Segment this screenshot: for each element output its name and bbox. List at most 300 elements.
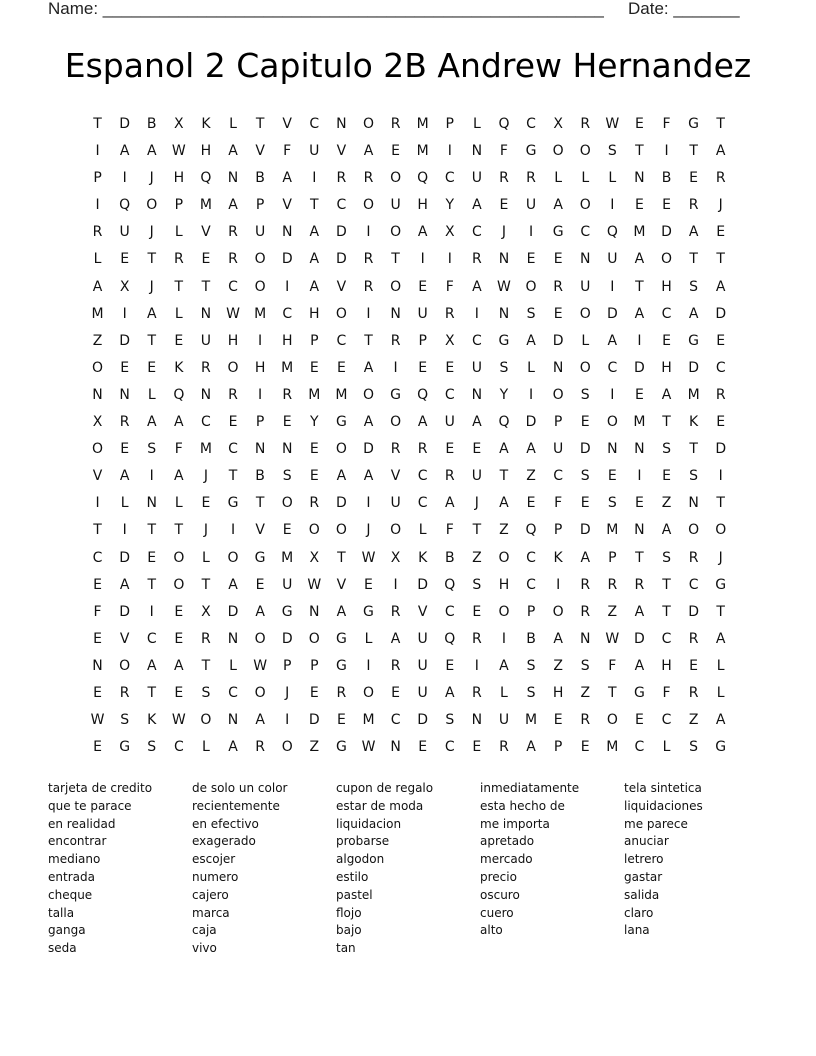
grid-letter: Z (92, 332, 103, 349)
grid-letter: E (553, 305, 563, 322)
grid-letter: R (471, 684, 482, 701)
grid-letter: K (689, 414, 699, 431)
grid-letter: T (147, 684, 157, 701)
word-bank-item: bajo (336, 923, 362, 938)
grid-letter: X (174, 116, 184, 132)
grid-letter: D (715, 305, 727, 322)
grid-letter: E (689, 657, 699, 674)
grid-letter: I (610, 386, 615, 403)
grid-letter: R (363, 170, 374, 187)
grid-letter: M (254, 305, 267, 322)
grid-letter: E (580, 739, 590, 756)
grid-letter: I (285, 712, 290, 729)
grid-letter: O (92, 441, 104, 458)
grid-letter: L (93, 251, 102, 268)
word-bank-item: salida (624, 887, 660, 902)
word-bank-item: estar de moda (336, 798, 424, 813)
grid-letter: C (607, 359, 618, 376)
grid-letter: L (581, 170, 590, 187)
grid-letter: G (688, 116, 700, 132)
grid-letter: C (444, 386, 455, 403)
grid-letter: I (95, 143, 100, 160)
grid-letter: B (526, 630, 536, 647)
grid-letter: V (255, 143, 265, 160)
grid-letter: I (122, 522, 127, 539)
word-bank-item: seda (48, 941, 77, 956)
grid-letter: T (201, 657, 211, 674)
grid-letter: E (716, 414, 726, 431)
grid-letter: M (525, 712, 538, 729)
grid-letter: R (715, 386, 726, 403)
grid-letter: O (498, 549, 510, 566)
grid-letter: G (525, 143, 537, 160)
grid-letter: O (173, 549, 185, 566)
grid-letter: U (607, 251, 618, 268)
grid-letter: N (579, 630, 591, 647)
grid-letter: E (553, 251, 563, 268)
grid-letter: N (227, 630, 239, 647)
grid-letter: Q (200, 170, 212, 187)
grid-letter: N (281, 224, 293, 241)
grid-letter: F (283, 143, 292, 160)
grid-letter: S (147, 739, 157, 756)
grid-letter: Y (445, 197, 455, 214)
grid-row (84, 385, 734, 412)
grid-letter: U (309, 143, 320, 160)
grid-letter: I (420, 251, 425, 268)
grid-letter: M (633, 224, 646, 241)
grid-letter: N (200, 386, 212, 403)
grid-letter: S (689, 739, 699, 756)
grid-letter: P (553, 522, 563, 539)
grid-letter: O (525, 278, 537, 295)
grid-letter: X (92, 414, 103, 431)
grid-letter: X (309, 549, 320, 566)
grid-letter: E (662, 468, 671, 485)
grid-letter: E (472, 739, 482, 756)
grid-letter: E (472, 441, 482, 458)
word-bank-item: en efectivo (192, 816, 259, 831)
grid-letter: E (309, 468, 319, 485)
grid-letter: O (92, 359, 104, 376)
grid-letter: O (606, 414, 618, 431)
grid-letter: A (661, 386, 672, 403)
word-bank-item: anuciar (624, 834, 669, 849)
grid-letter: B (255, 468, 265, 485)
grid-letter: E (580, 495, 590, 512)
grid-letter: W (361, 549, 376, 566)
grid-letter: L (581, 332, 590, 349)
grid-letter: E (391, 684, 400, 701)
grid-letter: Z (499, 522, 509, 539)
grid-letter: A (119, 576, 130, 593)
word-bank-item: en realidad (48, 816, 116, 831)
grid-row (84, 304, 734, 331)
grid-letter: G (715, 739, 727, 756)
grid-letter: D (119, 332, 131, 349)
grid-letter: G (688, 332, 700, 349)
grid-letter: T (93, 116, 102, 132)
grid-letter: R (390, 332, 401, 349)
grid-letter: T (662, 414, 671, 431)
grid-letter: W (497, 278, 511, 295)
grid-letter: L (554, 170, 563, 187)
grid-letter: N (471, 143, 483, 160)
grid-letter: N (227, 170, 239, 187)
grid-letter: D (336, 495, 347, 512)
grid-letter: N (200, 305, 212, 322)
grid-letter: A (580, 549, 591, 566)
grid-letter: F (499, 143, 508, 160)
grid-letter: E (364, 576, 373, 593)
word-bank-item: lana (624, 923, 650, 938)
grid-letter: A (363, 414, 374, 431)
grid-letter: A (499, 657, 509, 674)
grid-letter: A (390, 630, 401, 647)
grid-letter: M (606, 522, 619, 539)
grid-letter: E (418, 739, 428, 756)
grid-letter: S (201, 684, 211, 701)
grid-letter: M (416, 116, 429, 132)
word-bank-item: talla (48, 905, 75, 920)
grid-letter: G (633, 684, 645, 701)
grid-letter: U (282, 576, 293, 593)
word-bank-item: gastar (624, 869, 663, 884)
word-bank-item: estilo (336, 869, 369, 884)
grid-letter: E (282, 414, 292, 431)
grid-letter: N (309, 603, 320, 620)
grid-letter: B (444, 549, 455, 566)
grid-letter: V (417, 603, 428, 620)
grid-letter: O (254, 630, 266, 647)
grid-letter: L (202, 739, 210, 756)
grid-letter: E (445, 441, 455, 458)
word-bank-item: oscuro (480, 887, 520, 902)
grid-letter: I (258, 386, 263, 403)
grid-letter: B (661, 170, 672, 187)
grid-letter: O (661, 251, 673, 268)
grid-letter: H (552, 684, 564, 701)
grid-letter: A (553, 630, 563, 647)
date-field-label: Date: _______ (628, 0, 740, 18)
grid-letter: J (203, 468, 208, 485)
word-bank-item: tarjeta de credito (48, 781, 153, 795)
grid-row (84, 466, 734, 493)
grid-letter: R (688, 684, 699, 701)
grid-letter: G (335, 739, 347, 756)
grid-letter: T (147, 522, 157, 539)
grid-letter: O (254, 278, 266, 295)
grid-letter: E (445, 359, 455, 376)
grid-letter: V (119, 630, 130, 647)
grid-letter: D (579, 441, 591, 458)
grid-letter: N (119, 386, 130, 403)
grid-row (84, 331, 734, 358)
grid-letter: R (255, 739, 265, 756)
grid-letter: R (580, 116, 591, 132)
word-bank-item: mediano (48, 852, 101, 867)
grid-letter: E (499, 197, 509, 214)
grid-letter: J (474, 495, 479, 512)
word-bank-item: de solo un color (192, 781, 288, 795)
grid-letter: R (553, 278, 563, 295)
grid-letter: L (202, 549, 210, 566)
grid-letter: Q (417, 170, 429, 187)
grid-letter: U (471, 468, 482, 485)
grid-letter: O (227, 549, 239, 566)
grid-letter: C (282, 305, 293, 322)
grid-row (84, 548, 734, 575)
grid-letter: A (715, 712, 726, 729)
grid-letter: L (120, 495, 129, 512)
grid-letter: V (255, 522, 265, 539)
grid-letter: R (688, 630, 699, 647)
grid-letter: Z (553, 657, 563, 674)
grid-letter: S (526, 305, 536, 322)
grid-row (84, 168, 734, 195)
grid-letter: P (93, 170, 102, 187)
grid-row (84, 493, 734, 520)
grid-letter: S (120, 712, 130, 729)
grid-letter: Q (417, 386, 429, 403)
grid-letter: U (417, 657, 428, 674)
word-bank-item: alto (480, 923, 503, 938)
grid-letter: E (228, 414, 238, 431)
grid-letter: O (200, 712, 212, 729)
grid-letter: E (336, 712, 346, 729)
word-bank-item: flojo (336, 905, 362, 920)
grid-letter: H (281, 332, 293, 349)
grid-letter: R (526, 170, 536, 187)
grid-letter: T (635, 549, 644, 566)
word-bank-item: marca (192, 905, 230, 920)
grid-letter: D (336, 224, 347, 241)
grid-letter: A (607, 332, 618, 349)
grid-letter: Q (606, 224, 618, 241)
word-bank-column (624, 780, 764, 940)
grid-letter: X (119, 278, 130, 295)
grid-letter: R (580, 712, 591, 729)
grid-letter: C (390, 712, 401, 729)
grid-letter: R (363, 251, 374, 268)
grid-letter: Q (444, 576, 456, 593)
grid-letter: E (309, 441, 319, 458)
grid-letter: E (282, 522, 292, 539)
grid-letter: R (499, 170, 509, 187)
grid-letter: U (553, 441, 564, 458)
word-bank-item: caja (192, 923, 217, 938)
word-bank-item: inmediatamente (480, 781, 580, 795)
grid-letter: I (366, 657, 371, 674)
word-bank-item: liquidacion (336, 816, 402, 831)
word-bank-item: ganga (48, 923, 86, 938)
grid-letter: R (228, 251, 238, 268)
grid-letter: P (553, 739, 563, 756)
grid-letter: T (147, 576, 157, 593)
grid-letter: I (393, 576, 398, 593)
grid-letter: N (254, 441, 266, 458)
word-bank-item: liquidaciones (624, 798, 703, 813)
grid-letter: D (119, 603, 131, 620)
grid-letter: E (309, 684, 319, 701)
grid-letter: R (580, 576, 591, 593)
grid-letter: A (553, 197, 563, 214)
grid-letter: Q (173, 386, 185, 403)
grid-letter: T (689, 251, 698, 268)
grid-letter: M (91, 305, 104, 322)
word-bank-item: esta hecho de (480, 798, 565, 813)
grid-letter: N (390, 305, 401, 322)
grid-letter: A (715, 143, 726, 160)
grid-letter: C (336, 332, 347, 349)
grid-letter: G (335, 630, 347, 647)
grid-letter: E (93, 630, 102, 647)
word-bank-column (192, 780, 332, 958)
grid-letter: E (174, 630, 184, 647)
grid-letter: C (526, 549, 536, 566)
grid-letter: C (715, 359, 726, 376)
grid-letter: R (336, 684, 347, 701)
grid-letter: G (363, 603, 374, 620)
grid-letter: A (146, 305, 157, 322)
grid-letter: E (526, 251, 536, 268)
grid-letter: O (362, 386, 374, 403)
grid-letter: V (336, 278, 347, 295)
grid-letter: T (689, 143, 698, 160)
word-bank-item: letrero (624, 852, 664, 867)
grid-letter: U (200, 332, 212, 349)
grid-letter: U (119, 224, 130, 241)
grid-letter: I (556, 576, 561, 593)
grid-letter: R (336, 170, 347, 187)
grid-letter: C (417, 468, 428, 485)
grid-letter: T (635, 143, 644, 160)
grid-letter: R (390, 441, 401, 458)
grid-letter: I (637, 468, 642, 485)
grid-letter: T (472, 522, 482, 539)
grid-letter: D (715, 441, 727, 458)
grid-row (84, 602, 734, 629)
grid-letter: E (93, 576, 102, 593)
grid-letter: E (418, 278, 428, 295)
grid-letter: A (363, 143, 374, 160)
grid-letter: W (171, 712, 186, 729)
word-bank-item: encontrar (48, 834, 107, 849)
grid-letter: R (173, 251, 184, 268)
grid-letter: I (366, 224, 371, 241)
grid-letter: C (336, 197, 347, 214)
grid-letter: I (474, 305, 479, 322)
grid-letter: A (309, 251, 320, 268)
grid-letter: T (255, 495, 265, 512)
grid-letter: S (445, 712, 455, 729)
grid-letter: C (688, 576, 699, 593)
word-bank-item: claro (624, 905, 654, 920)
grid-letter: L (147, 386, 156, 403)
grid-letter: T (310, 197, 319, 214)
word-bank-item: vivo (192, 941, 217, 956)
grid-letter: G (498, 332, 510, 349)
grid-letter: A (688, 224, 699, 241)
grid-letter: C (580, 224, 591, 241)
grid-letter: R (390, 657, 401, 674)
grid-letter: Z (688, 712, 699, 729)
grid-letter: E (662, 332, 671, 349)
grid-letter: V (336, 576, 347, 593)
grid-letter: F (608, 657, 617, 674)
grid-letter: P (445, 116, 454, 132)
grid-letter: L (500, 684, 508, 701)
grid-letter: O (335, 522, 347, 539)
grid-letter: D (552, 332, 564, 349)
grid-letter: S (580, 386, 590, 403)
grid-letter: N (471, 386, 483, 403)
grid-letter: J (501, 224, 507, 241)
grid-letter: E (147, 549, 157, 566)
grid-letter: C (661, 630, 672, 647)
grid-row (84, 249, 734, 276)
grid-letter: J (718, 549, 723, 566)
grid-letter: F (662, 116, 671, 132)
grid-letter: I (528, 386, 534, 403)
grid-letter: W (361, 739, 376, 756)
grid-letter: U (444, 414, 455, 431)
grid-letter: V (201, 224, 211, 241)
grid-letter: S (580, 468, 590, 485)
grid-letter: Y (310, 414, 319, 431)
grid-letter: A (499, 441, 509, 458)
grid-letter: E (255, 576, 265, 593)
grid-letter: I (393, 359, 398, 376)
grid-letter: U (417, 630, 428, 647)
grid-letter: R (228, 386, 238, 403)
grid-letter: M (199, 197, 212, 214)
grid-letter: T (201, 576, 211, 593)
grid-letter: L (716, 657, 725, 674)
grid-letter: I (447, 143, 452, 160)
grid-letter: R (228, 224, 238, 241)
grid-letter: L (472, 116, 481, 132)
grid-letter: O (254, 684, 266, 701)
grid-letter: P (553, 414, 563, 431)
grid-letter: S (662, 549, 671, 566)
grid-letter: E (472, 603, 482, 620)
grid-letter: E (309, 359, 319, 376)
grid-letter: L (174, 495, 183, 512)
grid-letter: E (174, 684, 184, 701)
grid-letter: E (689, 170, 699, 187)
grid-letter: T (337, 549, 346, 566)
page-title: Espanol 2 Capitulo 2B Andrew Hernandez (64, 46, 752, 85)
grid-letter: C (228, 278, 238, 295)
grid-letter: O (119, 657, 131, 674)
grid-row (84, 358, 734, 385)
grid-letter: A (255, 712, 265, 729)
grid-letter: F (662, 684, 671, 701)
grid-letter: T (499, 468, 509, 485)
grid-letter: C (309, 116, 320, 132)
grid-letter: O (715, 522, 727, 539)
grid-letter: H (227, 332, 239, 349)
grid-letter: Z (309, 739, 320, 756)
grid-row (84, 520, 734, 547)
word-bank-item: precio (480, 869, 517, 884)
word-bank (48, 780, 768, 970)
grid-letter: T (716, 251, 725, 268)
grid-letter: E (553, 712, 563, 729)
grid-letter: A (715, 630, 726, 647)
grid-letter: A (228, 739, 238, 756)
